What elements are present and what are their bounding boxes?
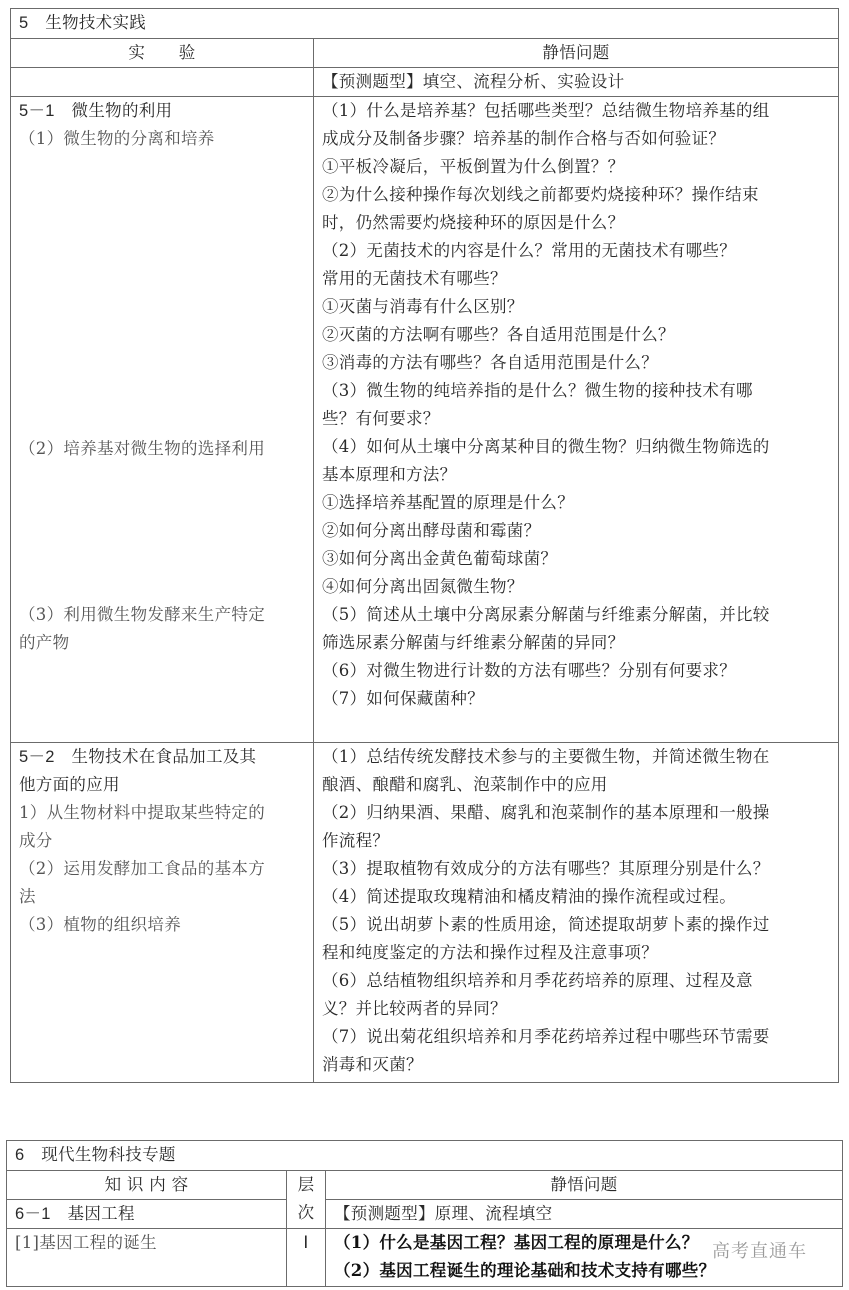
header-level-cell — [287, 1171, 326, 1229]
header-experiment: 实 验 — [128, 43, 196, 62]
section-heading-cont: 他方面的应用 — [19, 775, 120, 794]
topic-item: [1]基因工程的诞生 — [15, 1233, 157, 1252]
header-level: 层 — [297, 1175, 315, 1194]
header-level: 次 — [297, 1203, 315, 1222]
question-line: （2）无菌技术的内容是什么？常用的无菌技术有哪些？ — [322, 241, 736, 260]
empty-cell — [11, 68, 314, 97]
question-line: （6）总结植物组织培养和月季花药培养的原理、过程及意 — [322, 971, 753, 990]
question-line: 程和纯度鉴定的方法和操作过程及注意事项？ — [322, 943, 658, 962]
watermark-text: 高考直通车 — [712, 1241, 807, 1262]
header-content-cell — [7, 1171, 287, 1200]
level-value: Ⅰ — [303, 1234, 309, 1252]
header-questions-cell — [314, 39, 839, 68]
question-line: ①选择培养基配置的原理是什么？ — [322, 493, 574, 512]
topic-item: 法 — [19, 887, 36, 906]
table-modern-biotech — [6, 1140, 843, 1287]
prediction-type: 【预测题型】填空、流程分析、实验设计 — [322, 72, 625, 91]
section-5-1-questions — [314, 97, 839, 743]
prediction-type: 【预测题型】原理、流程填空 — [334, 1204, 553, 1223]
header-questions: 静悟问题 — [550, 1175, 618, 1194]
topic-item: 1）从生物材料中提取某些特定的 — [19, 803, 265, 822]
question-line: ②灭菌的方法啊有哪些？各自适用范围是什么？ — [322, 325, 675, 344]
question-line: （1）总结传统发酵技术参与的主要微生物，并简述微生物在 — [322, 747, 770, 766]
header-experiment-cell — [11, 39, 314, 68]
topic-item: （2）运用发酵加工食品的基本方 — [19, 859, 265, 878]
section-heading: 6－1 基因工程 — [15, 1205, 135, 1223]
question-line: ③如何分离出金黄色葡萄球菌？ — [322, 549, 558, 568]
question-line: 基本原理和方法？ — [322, 465, 457, 484]
section-6-1-cell — [7, 1200, 287, 1229]
question-line: （1）什么是基因工程？基因工程的原理是什么？ — [334, 1233, 699, 1252]
question-line: （2）基因工程诞生的理论基础和技术支持有哪些？ — [334, 1261, 716, 1280]
table-title-cell — [7, 1141, 843, 1171]
question-line: ②如何分离出酵母菌和霉菌？ — [322, 521, 541, 540]
topic-item: （3）植物的组织培养 — [19, 915, 181, 934]
question-line: ②为什么接种操作每次划线之前都要灼烧接种环？操作结束 — [322, 185, 759, 204]
section-5-1-topics — [11, 97, 314, 743]
topic-item: 的产物 — [19, 633, 70, 652]
question-line: （4）简述提取玫瑰精油和橘皮精油的操作流程或过程。 — [322, 887, 736, 906]
prediction-cell — [326, 1200, 843, 1229]
question-line: （7）说出菊花组织培养和月季花药培养过程中哪些环节需要 — [322, 1027, 770, 1046]
topic-item: （1）微生物的分离和培养 — [19, 129, 215, 148]
question-line: （5）说出胡萝卜素的性质用途，简述提取胡萝卜素的操作过 — [322, 915, 770, 934]
question-line: ③消毒的方法有哪些？各自适用范围是什么？ — [322, 353, 658, 372]
question-line: 些？有何要求？ — [322, 409, 440, 428]
topic-item: 成分 — [19, 831, 53, 850]
question-line: （3）微生物的纯培养指的是什么？微生物的接种技术有哪 — [322, 381, 753, 400]
question-line: （4）如何从土壤中分离某种目的微生物？归纳微生物筛选的 — [322, 437, 770, 456]
header-content: 知 识 内 容 — [104, 1175, 189, 1194]
question-line: ④如何分离出固氮微生物？ — [322, 577, 524, 596]
question-line: 时，仍然需要灼烧接种环的原因是什么？ — [322, 213, 625, 232]
table-title: 6 现代生物科技专题 — [15, 1146, 176, 1164]
header-questions: 静悟问题 — [542, 43, 610, 62]
question-line: （1）什么是培养基？包括哪些类型？总结微生物培养基的组 — [322, 101, 770, 120]
question-line: 成成分及制备步骤？培养基的制作合格与否如何验证？ — [322, 129, 726, 148]
level-cell — [287, 1229, 326, 1287]
topic-item: （3）利用微生物发酵来生产特定 — [19, 605, 265, 624]
question-line: 消毒和灭菌？ — [322, 1055, 423, 1074]
question-line: （2）归纳果酒、果醋、腐乳和泡菜制作的基本原理和一般操 — [322, 803, 770, 822]
question-line: 筛选尿素分解菌与纤维素分解菌的异同？ — [322, 633, 625, 652]
question-line: ①灭菌与消毒有什么区别？ — [322, 297, 524, 316]
question-line: 义？并比较两者的异同？ — [322, 999, 507, 1018]
section-5-2-topics — [11, 743, 314, 1083]
topic-cell — [7, 1229, 287, 1287]
header-questions-cell — [326, 1171, 843, 1200]
table-biotech-practice — [10, 8, 839, 1083]
section-5-2-questions — [314, 743, 839, 1083]
topic-item: （2）培养基对微生物的选择利用 — [19, 439, 265, 458]
question-line: 酿酒、酿醋和腐乳、泡菜制作中的应用 — [322, 775, 608, 794]
question-line: （3）提取植物有效成分的方法有哪些？其原理分别是什么？ — [322, 859, 770, 878]
question-line: （7）如何保藏菌种？ — [322, 689, 484, 708]
question-line: 作流程？ — [322, 831, 390, 850]
table-title: 5 生物技术实践 — [19, 14, 147, 32]
section-heading: 5－2 生物技术在食品加工及其 — [19, 748, 257, 766]
question-line: 常用的无菌技术有哪些？ — [322, 269, 507, 288]
prediction-cell — [314, 68, 839, 97]
section-heading: 5－1 微生物的利用 — [19, 102, 173, 120]
question-line: （5）简述从土壤中分离尿素分解菌与纤维素分解菌，并比较 — [322, 605, 770, 624]
question-line: （6）对微生物进行计数的方法有哪些？分别有何要求？ — [322, 661, 736, 680]
table-title-cell — [11, 9, 839, 39]
question-line: ①平板冷凝后，平板倒置为什么倒置？？ — [322, 157, 625, 176]
